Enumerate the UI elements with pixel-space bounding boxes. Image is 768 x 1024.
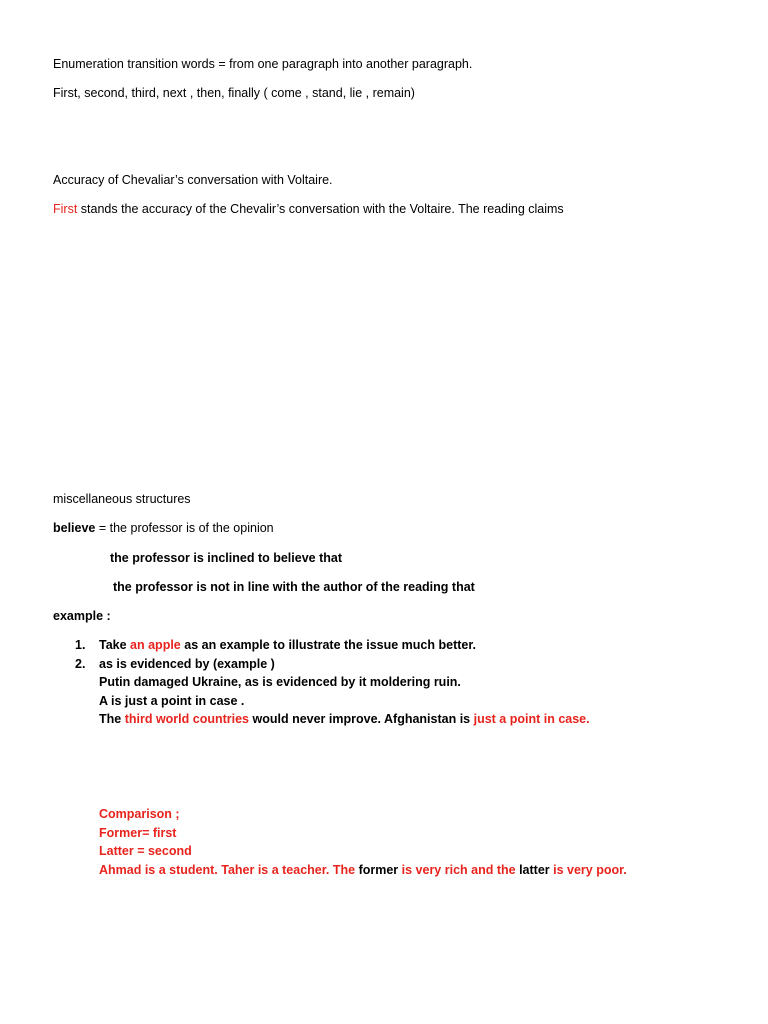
comparison-section	[99, 805, 627, 879]
list-subline: A is just a point in case .	[99, 693, 245, 708]
example-label: example :	[53, 609, 111, 623]
believe-keyword: believe	[53, 521, 96, 535]
highlight-third-world: third world countries	[124, 712, 250, 726]
comparison-title: Comparison ;	[99, 807, 180, 821]
list-number: 1.	[75, 638, 86, 652]
example-list	[75, 636, 590, 729]
not-in-line-phrase: the professor is not in line with the author of the reading that	[113, 580, 475, 594]
comparison-latter: Latter = second	[99, 844, 192, 858]
list-number: 2.	[75, 656, 86, 671]
highlight-point-in-case: just a point in case.	[473, 712, 590, 726]
inclined-phrase: the professor is inclined to believe that	[110, 551, 342, 565]
comparison-example: Ahmad is a student. Taher is a teacher. The former is very rich and the latter is very poor.	[99, 862, 627, 877]
comparison-former: Former= first	[99, 825, 177, 840]
accuracy-heading: Accuracy of Chevaliar’s conversation with Voltaire.	[53, 173, 333, 187]
misc-structures-heading: miscellaneous structures	[53, 492, 191, 506]
list-subline: The third world countries would never improve. Afghanistan is just a point in case.	[99, 712, 590, 726]
list-item: 2. as is evidenced by (example )	[75, 655, 590, 674]
believe-line	[53, 520, 274, 536]
highlight-an-apple: an apple	[130, 638, 181, 652]
enumeration-definition: Enumeration transition words = from one paragraph into another paragraph.	[53, 57, 473, 71]
enumeration-word-list: First, second, third, next , then, finally ( come , stand, lie , remain)	[53, 86, 415, 100]
believe-definition: = the professor is of the opinion	[95, 521, 274, 535]
list-subline: Putin damaged Ukraine, as is evidenced by it moldering ruin.	[99, 675, 461, 689]
list-item: 1. Take an apple as an example to illustrate the issue much better.	[75, 636, 590, 655]
first-point-rest: stands the accuracy of the Chevalir’s conversation with the Voltaire. The reading claims	[77, 202, 564, 216]
first-point-sentence	[53, 201, 564, 217]
first-keyword: First	[53, 202, 78, 216]
